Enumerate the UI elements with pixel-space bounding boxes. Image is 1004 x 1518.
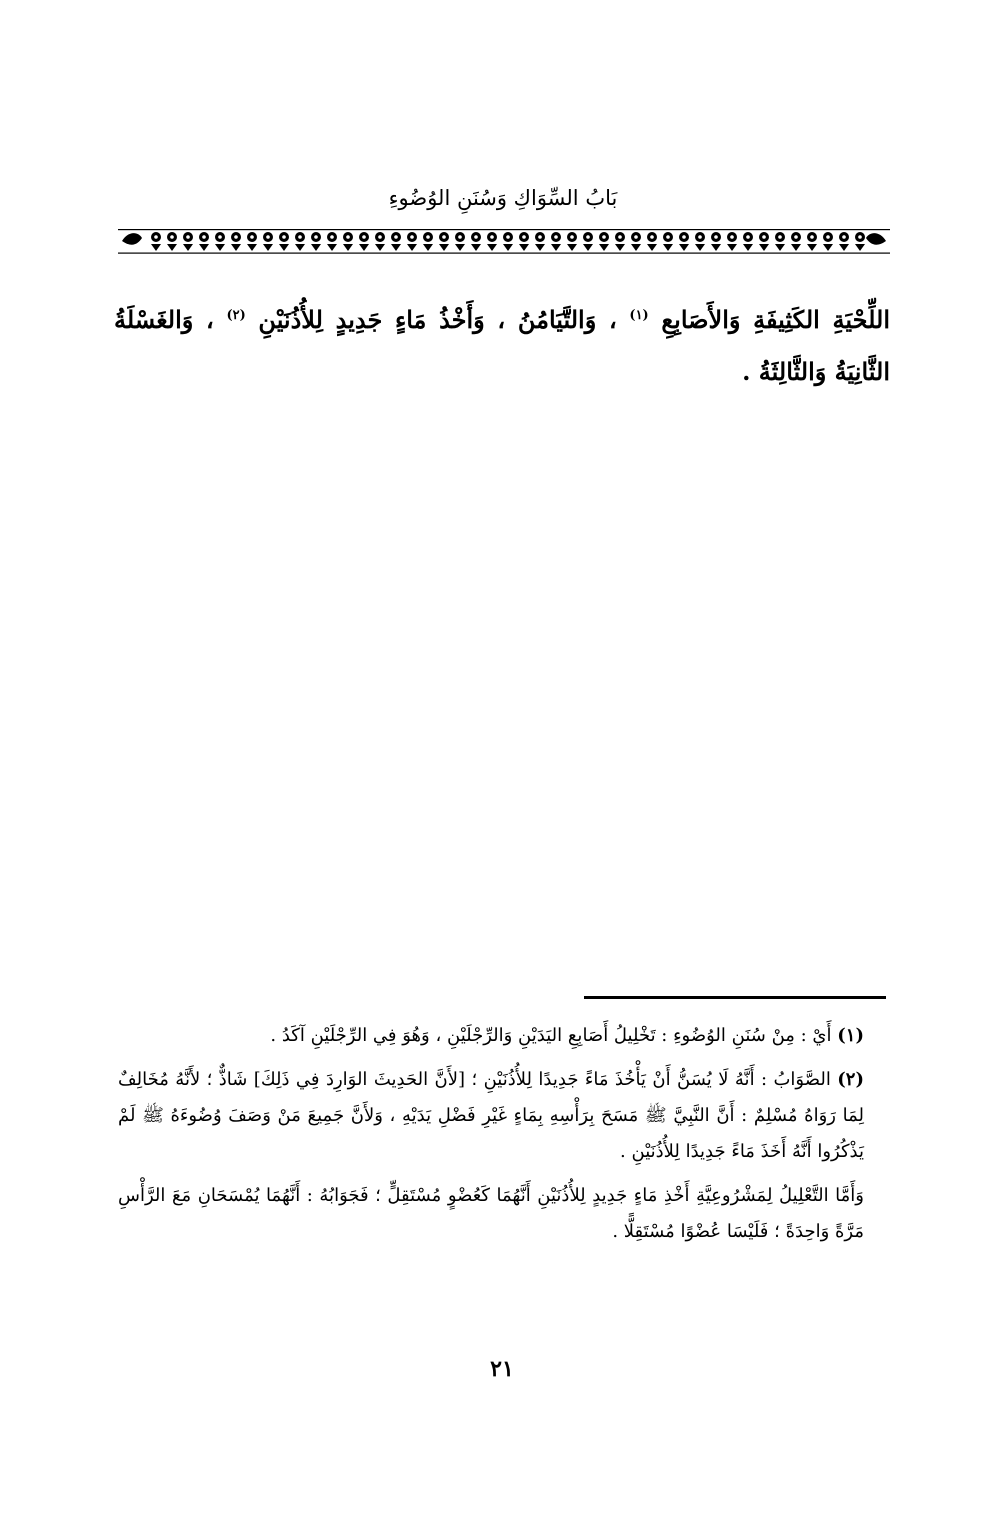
footnote-1 — [118, 1018, 890, 1054]
ornament-dot — [666, 235, 670, 239]
ornament-dot — [202, 235, 206, 239]
ornament-dot — [490, 235, 494, 239]
main-text-part-1: اللِّحْيَةِ الكَثِيفَةِ وَالأَصَابِعِ — [661, 305, 891, 334]
ornament-dot — [506, 235, 510, 239]
footnote-2-number: (٢) — [837, 1069, 864, 1090]
ornament-leaf — [263, 244, 273, 251]
ornament-dot — [218, 235, 222, 239]
footnotes — [118, 1018, 890, 1258]
ornament-leaf — [567, 244, 577, 251]
ornament-leaf — [167, 244, 177, 251]
ornament-leaf — [551, 244, 561, 251]
footnote-separator — [584, 996, 886, 999]
footnote-2-text: الصَّوَابُ : أَنَّهُ لَا يُسَنُّ أَنْ يَأْخُذَ مَاءً جَدِيدًا لِلأُذُنَيْنِ ؛ [لأَنَّ الحَدِيثَ الوَارِدَ فِي ذَلِكَ] شَاذٌّ ؛ لأَنَّهُ مُخَالِفٌ لِمَا رَوَاهُ مُسْلِمٌ : أَنَّ النَّبِيَّ ﷺ مَسَحَ بِرَأْسِهِ بِمَاءٍ غَيْرِ فَضْلِ يَدَيْهِ ، وَلأَنَّ جَمِيعَ مَنْ وَصَفَ وُضُوءَهُ ﷺ لَمْ يَذْكُرُوا أَنَّهُ أَخَذَ مَاءً جَدِيدًا لِلأُذُنَيْنِ . — [118, 1069, 864, 1162]
ornament-dot — [554, 235, 558, 239]
ornament-dot — [618, 235, 622, 239]
ornament-dot — [250, 235, 254, 239]
ornament-leaf — [231, 244, 241, 251]
ornament-rule — [118, 229, 890, 230]
ornament-flourish — [866, 233, 886, 245]
ornament-leaf — [327, 244, 337, 251]
ornament-leaf — [279, 244, 289, 251]
ornament-leaf — [295, 244, 305, 251]
ornament-leaf — [519, 244, 529, 251]
ornament-dot — [330, 235, 334, 239]
ornament-leaf — [359, 244, 369, 251]
footnote-2 — [118, 1062, 890, 1170]
ornament-dot — [346, 235, 350, 239]
ornament-dot — [282, 235, 286, 239]
ornament-leaf — [823, 244, 833, 251]
ornament-dot — [698, 235, 702, 239]
ornament-leaf — [247, 244, 257, 251]
footnote-ref-2[interactable]: (٢) — [226, 308, 246, 323]
main-text — [114, 290, 890, 398]
ornament-leaf — [743, 244, 753, 251]
ornament-dot — [410, 235, 414, 239]
ornament-dot — [762, 235, 766, 239]
ornament-dot — [298, 235, 302, 239]
page-number: ٢١ — [490, 1356, 514, 1382]
ornament-flourish — [122, 233, 142, 245]
ornament-dot — [426, 235, 430, 239]
ornament-leaf — [535, 244, 545, 251]
ornament-dot — [650, 235, 654, 239]
ornament-leaf — [343, 244, 353, 251]
ornament-leaf — [583, 244, 593, 251]
ornament-dot — [362, 235, 366, 239]
ornament-dot — [538, 235, 542, 239]
ornament-dot — [394, 235, 398, 239]
ornament-dot — [634, 235, 638, 239]
ornament-leaf — [599, 244, 609, 251]
ornament-leaf — [711, 244, 721, 251]
ornament-dot — [474, 235, 478, 239]
ornament-dot — [842, 235, 846, 239]
ornament-leaf — [391, 244, 401, 251]
ornament-leaf — [791, 244, 801, 251]
ornament-leaf — [839, 244, 849, 251]
ornament-dot — [234, 235, 238, 239]
ornament-leaf — [423, 244, 433, 251]
ornament-leaf — [679, 244, 689, 251]
ornament-dot — [810, 235, 814, 239]
ornament-dot — [794, 235, 798, 239]
ornament-leaf — [471, 244, 481, 251]
ornament-dot — [522, 235, 526, 239]
ornament-leaf — [183, 244, 193, 251]
ornament-dot — [186, 235, 190, 239]
ornament-dot — [602, 235, 606, 239]
ornamental-border — [118, 228, 890, 254]
ornament-dot — [682, 235, 686, 239]
footnote-2-continuation-text: وَأَمَّا التَّعْلِيلُ لِمَشْرُوعِيَّةِ أَخْذِ مَاءٍ جَدِيدٍ لِلأُذُنَيْنِ أَنَّهُمَا كَعُضْوٍ مُسْتَقِلٍّ ؛ فَجَوَابُهُ : أَنَّهُمَا يُمْسَحَانِ مَعَ الرَّأْسِ مَرَّةً وَاحِدَةً ؛ فَلَيْسَا عُضْوًا مُسْتَقِلًّا . — [118, 1185, 864, 1242]
ornament-leaf — [375, 244, 385, 251]
ornament-dot — [378, 235, 382, 239]
ornament-leaf — [855, 244, 865, 251]
footnote-ref-1[interactable]: (١) — [629, 308, 649, 323]
ornament-leaf — [807, 244, 817, 251]
footnote-1-number: (١) — [837, 1025, 864, 1046]
ornament-leaf — [199, 244, 209, 251]
ornament-leaf — [631, 244, 641, 251]
footnote-2-continuation — [118, 1178, 890, 1250]
ornament-dot — [586, 235, 590, 239]
ornament-dot — [730, 235, 734, 239]
ornament-leaf — [759, 244, 769, 251]
ornament-dot — [714, 235, 718, 239]
chapter-title: بَابُ السِّوَاكِ وَسُنَنِ الوُضُوءِ — [388, 186, 618, 210]
ornament-dot — [858, 235, 862, 239]
ornament-dot — [458, 235, 462, 239]
ornament-dot — [826, 235, 830, 239]
ornament-leaf — [215, 244, 225, 251]
ornament-dot — [170, 235, 174, 239]
ornament-leaf — [695, 244, 705, 251]
ornament-leaf — [151, 244, 161, 251]
ornament-leaf — [439, 244, 449, 251]
ornament-leaf — [407, 244, 417, 251]
ornament-leaf — [455, 244, 465, 251]
ornament-leaf — [311, 244, 321, 251]
ornament-leaf — [615, 244, 625, 251]
ornament-leaf — [727, 244, 737, 251]
ornament-dot — [314, 235, 318, 239]
ornament-rule — [118, 253, 890, 254]
ornament-dot — [442, 235, 446, 239]
ornament-dot — [778, 235, 782, 239]
ornament-leaf — [663, 244, 673, 251]
ornament-leaf — [775, 244, 785, 251]
ornament-dot — [746, 235, 750, 239]
footnote-1-text: أَيْ : مِنْ سُنَنِ الوُضُوءِ : تَخْلِيلُ أَصَابِعِ اليَدَيْنِ وَالرِّجْلَيْنِ ، وَهُوَ فِي الرِّجْلَيْنِ آكَدُ . — [270, 1025, 832, 1046]
ornament-dot — [266, 235, 270, 239]
main-text-part-2: ، وَالتَّيَامُنُ ، وَأَخْذُ مَاءٍ جَدِيدٍ لِلأُذُنَيْنِ — [258, 305, 617, 334]
main-text-part-3: ، وَالغَسْلَةُ الثَّانِيَةُ وَالثَّالِثَةُ . — [114, 305, 890, 386]
ornament-leaf — [647, 244, 657, 251]
ornament-leaf — [487, 244, 497, 251]
ornament-dot — [570, 235, 574, 239]
ornament-leaf — [503, 244, 513, 251]
ornament-dot — [154, 235, 158, 239]
